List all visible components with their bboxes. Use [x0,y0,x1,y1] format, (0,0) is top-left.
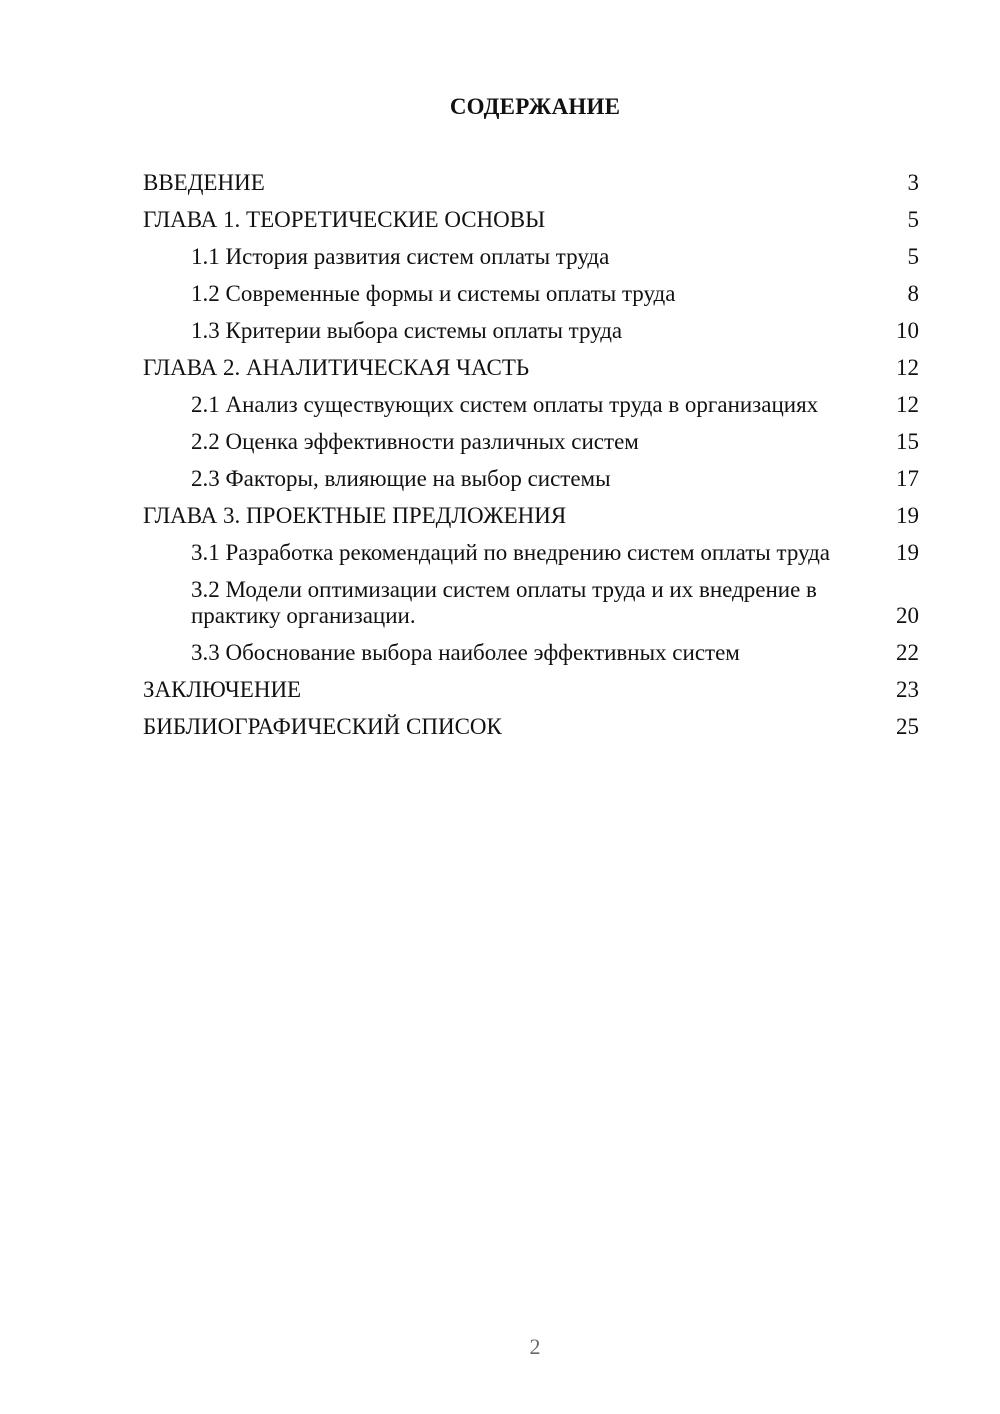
toc-entry-chapter-3[interactable] [143,503,919,529]
toc-entry-chapter-1[interactable] [143,207,919,233]
toc-entry-text: ВВЕДЕНИЕ [143,170,265,195]
toc-entry-text: 2.3 Факторы, влияющие на выбор системы [191,466,611,491]
toc-entry-section-3-2[interactable] [143,577,919,629]
toc-entry-text: 1.3 Критерии выбора системы оплаты труда [191,318,623,343]
toc-entry-page: 10 [896,318,919,343]
toc-entry-text: ГЛАВА 1. ТЕОРЕТИЧЕСКИЕ ОСНОВЫ [143,207,546,232]
toc-entry-text: 1.1 История развития систем оплаты труда [191,244,610,269]
toc-entry-text: ЗАКЛЮЧЕНИЕ [143,677,302,702]
toc-entry-text: 3.1 Разработка рекомендаций по внедрению систем оплаты труда [191,540,830,565]
toc-entry-chapter-2[interactable] [143,355,919,381]
toc-entry-page: 17 [896,466,919,491]
toc-entry-section-1-2[interactable] [143,281,919,307]
toc-entry-section-2-3[interactable] [143,466,919,492]
page-number: 2 [529,1334,541,1359]
toc-entry-section-1-3[interactable] [143,318,919,344]
toc-entry-section-3-1[interactable] [143,540,919,566]
toc-entry-bibliography[interactable] [143,714,919,740]
toc-entry-page: 19 [896,503,919,528]
table-of-contents [143,170,919,751]
toc-entry-page: 12 [896,355,919,380]
toc-entry-page: 22 [896,640,919,665]
toc-entry-section-1-1[interactable] [143,244,919,270]
toc-entry-text: 1.2 Современные формы и системы оплаты труда [191,281,676,306]
toc-entry-page: 12 [896,392,919,417]
toc-entry-text: ГЛАВА 3. ПРОЕКТНЫЕ ПРЕДЛОЖЕНИЯ [143,503,567,528]
toc-entry-page: 8 [907,281,919,306]
toc-entry-introduction[interactable] [143,170,919,196]
toc-entry-page: 25 [896,714,919,739]
toc-entry-text: ГЛАВА 2. АНАЛИТИЧЕСКАЯ ЧАСТЬ [143,355,530,380]
toc-entry-page: 19 [896,540,919,565]
page-title: СОДЕРЖАНИЕ [449,94,621,119]
toc-entry-page: 5 [907,207,919,232]
toc-entry-text: 3.2 Модели оптимизации систем оплаты труда и их внедрение в практику организации. [191,577,817,628]
toc-entry-text: БИБЛИОГРАФИЧЕСКИЙ СПИСОК [143,714,502,739]
toc-entry-page: 23 [896,677,919,702]
toc-entry-page: 20 [896,603,919,628]
toc-entry-page: 5 [907,244,919,269]
toc-entry-text: 2.2 Оценка эффективности различных систем [191,429,639,454]
toc-entry-section-3-3[interactable] [143,640,919,666]
toc-entry-text: 3.3 Обоснование выбора наиболее эффективных систем [191,640,740,665]
toc-entry-text: 2.1 Анализ существующих систем оплаты труда в организациях [191,392,819,417]
toc-entry-page: 15 [896,429,919,454]
toc-entry-page: 3 [907,170,919,195]
toc-entry-section-2-1[interactable] [143,392,919,418]
toc-entry-conclusion[interactable] [143,677,919,703]
toc-entry-section-2-2[interactable] [143,429,919,455]
